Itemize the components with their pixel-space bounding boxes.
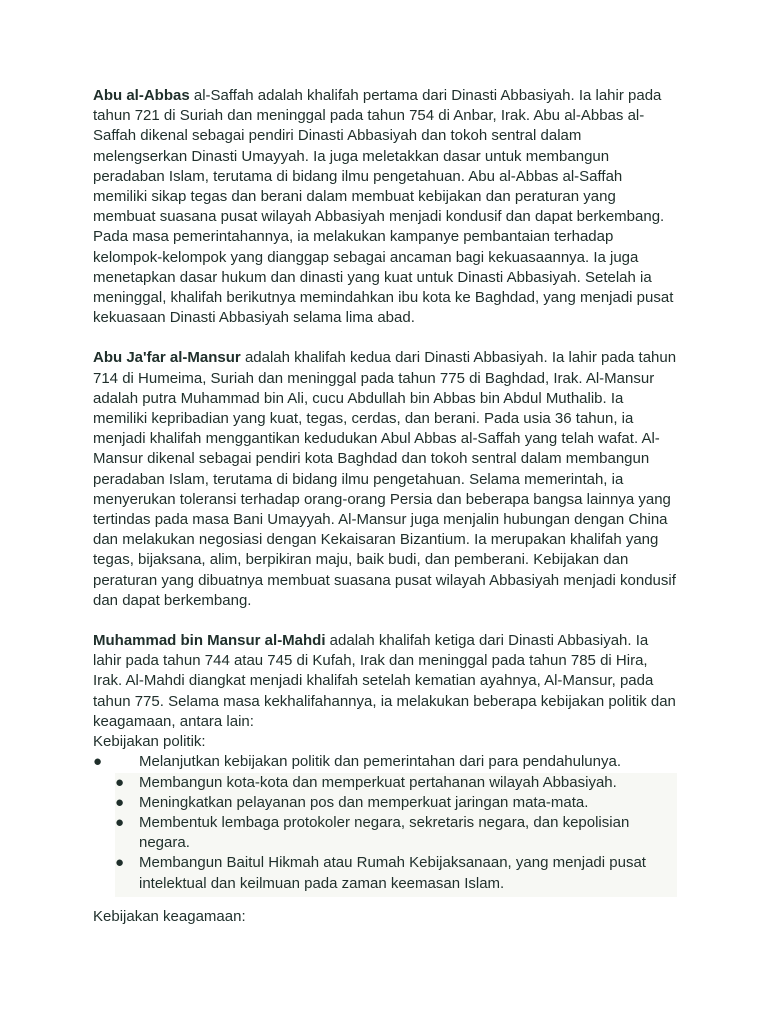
name-abu-al-abbas: Abu al-Abbas bbox=[93, 87, 190, 104]
list-item-text: Membangun kota-kota dan memperkuat pertahanan wilayah Abbasiyah. bbox=[139, 773, 617, 791]
paragraph-al-mahdi bbox=[93, 631, 677, 732]
paragraph-al-mansur bbox=[93, 348, 677, 611]
list-item bbox=[115, 793, 677, 813]
list-item bbox=[115, 773, 677, 793]
bullet-dot-icon: ● bbox=[93, 753, 103, 771]
name-al-mansur: Abu Ja'far al-Mansur bbox=[93, 349, 241, 367]
list-item bbox=[115, 813, 677, 853]
bullet-dot-icon: ● bbox=[115, 793, 125, 811]
paragraph-abu-al-abbas bbox=[93, 86, 677, 328]
list-item bbox=[115, 853, 677, 893]
list-item-text: Membangun Baitul Hikmah atau Rumah Kebijaksanaan, yang menjadi pusat intelektual dan keilmuan pada zaman keemasan Islam. bbox=[139, 854, 646, 892]
bullet-dot-icon: ● bbox=[115, 813, 125, 831]
list-item-text: Melanjutkan kebijakan politik dan pemerintahan dari para pendahulunya. bbox=[139, 753, 621, 771]
list-item bbox=[93, 752, 677, 772]
politik-first-list bbox=[93, 752, 677, 772]
name-al-mahdi: Muhammad bin Mansur al-Mahdi bbox=[93, 632, 326, 650]
list-item-text: Membentuk lembaga protokoler negara, sekretaris negara, dan kepolisian negara. bbox=[139, 813, 630, 852]
list-item-text: Meningkatkan pelayanan pos dan memperkuat jaringan mata-mata. bbox=[139, 793, 589, 811]
politik-label: Kebijakan politik: bbox=[93, 733, 206, 751]
text-abu-al-abbas: al-Saffah adalah khalifah pertama dari Dinasti Abbasiyah. Ia lahir pada tahun 721 di Suriah dan meninggal pada tahun 754 di Anbar, Irak. Abu al-Abbas al-Saffah dikenal sebagai pendiri Dinasti Abbasiyah dan tokoh sentral dalam melengserkan Dinasti Umayyah. Ia juga meletakkan dasar untuk membangun peradaban Islam, terutama di bidang ilmu pengetahuan. Abu al-Abbas al-Saffah memiliki sikap tegas dan berani dalam membuat kebijakan dan peraturan yang membuat suasana pusat wilayah Abbasiyah menjadi kondusif dan dapat berkembang. Pada masa pemerintahannya, ia melakukan kampanye pembantaian terhadap kelompok-kelompok yang dianggap sebagai ancaman bagi kekuasaannya. Ia juga menetapkan dasar hukum dan dinasti yang kuat untuk Dinasti Abbasiyah. Setelah ia meninggal, khalifah berikutnya memindahkan ibu kota ke Baghdad, yang menjadi pusat kekuasaan Dinasti Abbasiyah selama lima abad. bbox=[93, 87, 674, 327]
text-al-mansur: adalah khalifah kedua dari Dinasti Abbasiyah. Ia lahir pada tahun 714 di Humeima, Suriah dan meninggal pada tahun 775 di Baghdad, Irak. Al-Mansur adalah putra Muhammad bin Ali, cucu Abdullah bin Abbas bin Abdul Muthalib. Ia memiliki kepribadian yang kuat, tegas, cerdas, dan berani. Pada usia 36 tahun, ia menjadi khalifah menggantikan kedudukan Abul Abbas al-Saffah yang telah wafat. Al-Mansur dikenal sebagai pendiri kota Baghdad dan tokoh sentral dalam membangun peradaban Islam, terutama di bidang ilmu pengetahuan. Selama memerintah, ia menyerukan toleransi terhadap orang-orang Persia dan beberapa bangsa lainnya yang tertindas pada masa Bani Umayyah. Al-Mansur juga menjalin hubungan dengan China dan melakukan negosiasi dengan Kekaisaran Bizantium. Ia merupakan khalifah yang tegas, bijaksana, alim, berpikiran maju, baik budi, dan pemberani. Kebijakan dan peraturan yang dibuatnya membuat suasana pusat wilayah Abbasiyah menjadi kondusif dan dapat berkembang. bbox=[93, 349, 677, 609]
text-al-mahdi: adalah khalifah ketiga dari Dinasti Abbasiyah. Ia lahir pada tahun 744 atau 745 di Kufah, Irak dan meninggal pada tahun 785 di Hira, Irak. Al-Mahdi diangkat menjadi khalifah setelah kematian ayahnya, Al-Mansur, pada tahun 775. Selama masa kekhalifahannya, ia melakukan beberapa kebijakan politik dan keagamaan, antara lain: bbox=[93, 632, 676, 730]
keagamaan-label: Kebijakan keagamaan: bbox=[93, 907, 246, 925]
bullet-dot-icon: ● bbox=[115, 773, 125, 791]
bullet-dot-icon: ● bbox=[115, 854, 125, 872]
document-body bbox=[93, 86, 677, 927]
politik-list bbox=[115, 773, 677, 897]
